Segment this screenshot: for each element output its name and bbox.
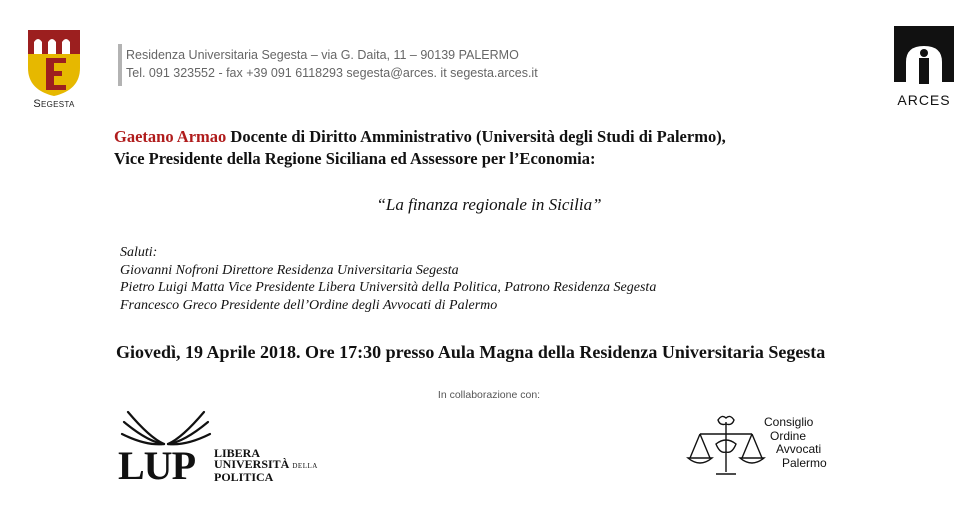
segesta-shield-icon: [26, 28, 82, 98]
talk-title: “La finanza regionale in Sicilia”: [376, 195, 602, 214]
greeting-line: Francesco Greco Presidente dell’Ordine degli Avvocati di Palermo: [120, 297, 498, 313]
ordine-line: Consiglio: [764, 415, 814, 429]
lup-line-3: POLITICA: [214, 470, 274, 484]
collaboration-label: In collaborazione con:: [437, 389, 541, 401]
arces-arch-icon: [888, 22, 960, 88]
lup-wordmark: LUP: [118, 443, 195, 488]
event-details: Giovedì, 19 Aprile 2018. Ore 17:30 presso Aula Magna della Residenza Universitaria Segesta: [116, 342, 826, 362]
greetings-block: [120, 244, 656, 314]
address-block: [126, 46, 538, 82]
speaker-role-line-1: Docente di Diritto Amministrativo (Università degli Studi di Palermo),: [226, 127, 726, 146]
lup-logo: [118, 408, 358, 488]
speaker-name: Gaetano Armao: [114, 127, 227, 146]
greeting-line: Pietro Luigi Matta Vice Presidente Libera Università della Politica, Patrono Residenza Segesta: [120, 280, 657, 295]
lup-line-2-small: DELLA: [292, 462, 318, 470]
segesta-logo: [26, 28, 82, 112]
address-line-2: Tel. 091 323552 - fax +39 091 6118293 segesta@arces. it segesta.arces.it: [126, 66, 538, 80]
ordine-line: Palermo: [782, 455, 827, 470]
greeting-line: Giovanni Nofroni Direttore Residenza Universitaria Segesta: [120, 262, 459, 278]
speaker-role-line-2: Vice Presidente della Regione Siciliana ed Assessore per l’Economia:: [114, 149, 596, 168]
address-line-1: Residenza Universitaria Segesta – via G. Daita, 11 – 90139 PALERMO: [126, 48, 519, 62]
speaker-block: [114, 126, 726, 170]
ordine-line: Ordine: [770, 428, 807, 443]
lup-subtitle: [214, 448, 318, 483]
greetings-heading: Saluti:: [120, 245, 158, 260]
ordine-avvocati-logo: [686, 412, 856, 484]
ordine-text: [764, 416, 827, 470]
lup-line-1: LIBERA: [214, 446, 261, 460]
arces-logo: [888, 22, 960, 110]
address-divider: [118, 44, 122, 86]
lup-line-2: UNIVERSITÀ: [214, 457, 290, 471]
segesta-logo-caption: Segesta: [33, 98, 75, 110]
arces-logo-caption: ARCES: [897, 92, 951, 108]
scales-of-justice-icon: [686, 412, 766, 482]
ordine-line: Avvocati: [776, 442, 822, 456]
